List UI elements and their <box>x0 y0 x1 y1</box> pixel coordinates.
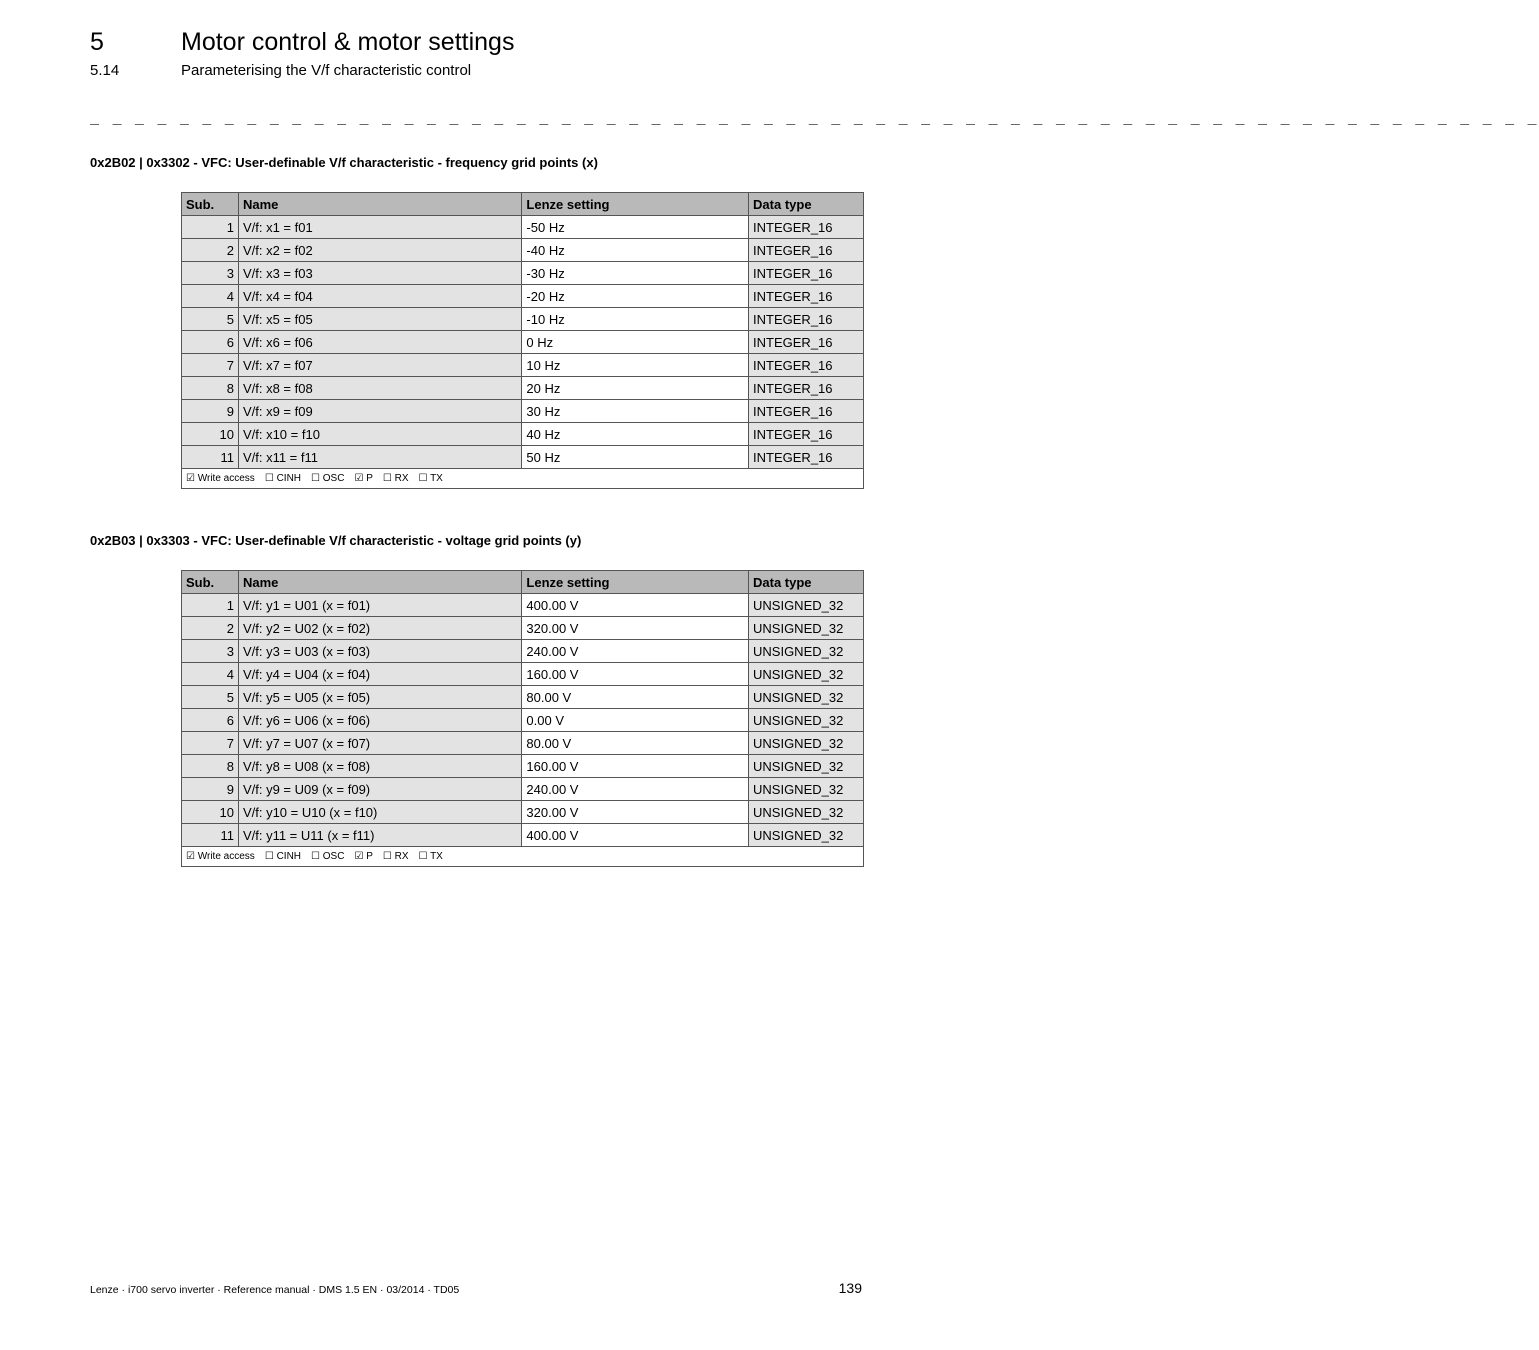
type-cell: UNSIGNED_32 <box>749 801 864 824</box>
name-cell: V/f: x10 = f10 <box>238 423 521 446</box>
sub-cell: 9 <box>182 400 239 423</box>
name-cell: V/f: y1 = U01 (x = f01) <box>238 594 521 617</box>
access-flag-rx <box>383 473 409 484</box>
table-row <box>182 239 864 262</box>
type-cell: UNSIGNED_32 <box>749 755 864 778</box>
type-cell: UNSIGNED_32 <box>749 663 864 686</box>
access-row <box>182 847 864 867</box>
empty-box-icon: ☐ <box>418 851 431 862</box>
sub-cell: 1 <box>182 216 239 239</box>
access-flag-tx <box>419 851 443 862</box>
setting-cell: 30 Hz <box>522 400 749 423</box>
table-row <box>182 331 864 354</box>
table-row <box>182 663 864 686</box>
column-header-sub: Sub. <box>182 571 239 594</box>
type-cell: INTEGER_16 <box>749 354 864 377</box>
sub-cell: 1 <box>182 594 239 617</box>
setting-cell: 80.00 V <box>522 686 749 709</box>
sub-cell: 8 <box>182 377 239 400</box>
sub-cell: 11 <box>182 446 239 469</box>
table-header-row <box>182 571 864 594</box>
name-cell: V/f: y9 = U09 (x = f09) <box>238 778 521 801</box>
empty-box-icon: ☐ <box>382 851 395 862</box>
type-cell: INTEGER_16 <box>749 331 864 354</box>
checked-box-icon: ☑ <box>186 851 198 862</box>
access-flag-p <box>354 473 372 484</box>
footer-text: Lenze · i700 servo inverter · Reference manual · DMS 1.5 EN · 03/2014 · TD05 <box>90 1284 460 1296</box>
setting-cell: 160.00 V <box>522 663 749 686</box>
name-cell: V/f: y8 = U08 (x = f08) <box>238 755 521 778</box>
sub-cell: 4 <box>182 663 239 686</box>
name-cell: V/f: x6 = f06 <box>238 331 521 354</box>
type-cell: INTEGER_16 <box>749 262 864 285</box>
setting-cell: 400.00 V <box>522 824 749 847</box>
section-number: 5.14 <box>90 62 120 79</box>
name-cell: V/f: x8 = f08 <box>238 377 521 400</box>
table-row <box>182 617 864 640</box>
setting-cell: -40 Hz <box>522 239 749 262</box>
setting-cell: 0 Hz <box>522 331 749 354</box>
name-cell: V/f: y3 = U03 (x = f03) <box>238 640 521 663</box>
chapter-number: 5 <box>90 28 104 56</box>
access-flags <box>182 469 864 489</box>
separator-line: _ _ _ _ _ _ _ _ _ _ _ _ _ _ _ _ _ _ _ _ _ _ _ _ _ _ _ _ _ _ _ _ _ _ _ _ _ _ _ _ _ _ _ _ _ _ _ _ _ _ _ _ _ _ _ _ _ _ _ _ _ _ _ _ _ <box>90 107 1539 125</box>
access-flag-label: OSC <box>322 473 345 484</box>
empty-box-icon: ☐ <box>418 473 431 484</box>
type-cell: INTEGER_16 <box>749 216 864 239</box>
checked-box-icon: ☑ <box>186 473 198 484</box>
table-row <box>182 732 864 755</box>
name-cell: V/f: y7 = U07 (x = f07) <box>238 732 521 755</box>
sub-cell: 5 <box>182 308 239 331</box>
sub-cell: 3 <box>182 262 239 285</box>
type-cell: INTEGER_16 <box>749 285 864 308</box>
table-row <box>182 400 864 423</box>
table-row <box>182 262 864 285</box>
table-row <box>182 354 864 377</box>
access-row <box>182 469 864 489</box>
setting-cell: 320.00 V <box>522 801 749 824</box>
setting-cell: 0.00 V <box>522 709 749 732</box>
type-cell: UNSIGNED_32 <box>749 732 864 755</box>
table-row <box>182 285 864 308</box>
name-cell: V/f: x7 = f07 <box>238 354 521 377</box>
type-cell: INTEGER_16 <box>749 377 864 400</box>
table-row <box>182 755 864 778</box>
checked-box-icon: ☑ <box>354 473 367 484</box>
column-header-setting: Lenze setting <box>522 193 749 216</box>
page-number: 139 <box>838 1280 862 1296</box>
access-flag-label: Write access <box>197 851 255 862</box>
name-cell: V/f: x9 = f09 <box>238 400 521 423</box>
access-flag-write <box>186 473 255 484</box>
access-flag-label: P <box>366 473 373 484</box>
setting-cell: -30 Hz <box>522 262 749 285</box>
type-cell: UNSIGNED_32 <box>749 778 864 801</box>
access-flag-rx <box>383 851 409 862</box>
section-title: Parameterising the V/f characteristic control <box>181 62 472 79</box>
type-cell: INTEGER_16 <box>749 400 864 423</box>
type-cell: INTEGER_16 <box>749 423 864 446</box>
name-cell: V/f: y10 = U10 (x = f10) <box>238 801 521 824</box>
setting-cell: 320.00 V <box>522 617 749 640</box>
sub-cell: 8 <box>182 755 239 778</box>
name-cell: V/f: x3 = f03 <box>238 262 521 285</box>
empty-box-icon: ☐ <box>264 473 277 484</box>
sub-cell: 4 <box>182 285 239 308</box>
setting-cell: 40 Hz <box>522 423 749 446</box>
empty-box-icon: ☐ <box>311 473 323 484</box>
name-cell: V/f: y5 = U05 (x = f05) <box>238 686 521 709</box>
table-row <box>182 824 864 847</box>
table-row <box>182 778 864 801</box>
parameter-table <box>181 192 864 489</box>
table-row <box>182 446 864 469</box>
name-cell: V/f: y2 = U02 (x = f02) <box>238 617 521 640</box>
name-cell: V/f: y11 = U11 (x = f11) <box>238 824 521 847</box>
empty-box-icon: ☐ <box>264 851 277 862</box>
access-flag-label: CINH <box>276 473 302 484</box>
table-row <box>182 308 864 331</box>
setting-cell: 20 Hz <box>522 377 749 400</box>
setting-cell: 50 Hz <box>522 446 749 469</box>
access-flag-label: OSC <box>322 851 345 862</box>
type-cell: UNSIGNED_32 <box>749 686 864 709</box>
setting-cell: 240.00 V <box>522 640 749 663</box>
sub-cell: 6 <box>182 331 239 354</box>
type-cell: UNSIGNED_32 <box>749 640 864 663</box>
name-cell: V/f: y6 = U06 (x = f06) <box>238 709 521 732</box>
access-flag-label: CINH <box>276 851 302 862</box>
access-flag-osc <box>311 851 344 862</box>
name-cell: V/f: x4 = f04 <box>238 285 521 308</box>
access-flag-cinh <box>265 473 301 484</box>
setting-cell: 80.00 V <box>522 732 749 755</box>
column-header-type: Data type <box>749 193 864 216</box>
table-header-row <box>182 193 864 216</box>
access-flag-label: RX <box>394 851 409 862</box>
setting-cell: -10 Hz <box>522 308 749 331</box>
sub-cell: 3 <box>182 640 239 663</box>
name-cell: V/f: y4 = U04 (x = f04) <box>238 663 521 686</box>
access-flag-label: Write access <box>197 473 255 484</box>
column-header-name: Name <box>238 193 521 216</box>
empty-box-icon: ☐ <box>311 851 323 862</box>
checked-box-icon: ☑ <box>354 851 367 862</box>
access-flag-tx <box>419 473 443 484</box>
table-row <box>182 801 864 824</box>
chapter-title: Motor control & motor settings <box>181 28 515 56</box>
parameter-table <box>181 570 864 867</box>
name-cell: V/f: x1 = f01 <box>238 216 521 239</box>
table-row <box>182 377 864 400</box>
table-row <box>182 216 864 239</box>
type-cell: INTEGER_16 <box>749 308 864 331</box>
access-flag-label: TX <box>430 851 443 862</box>
access-flag-label: RX <box>394 473 409 484</box>
empty-box-icon: ☐ <box>382 473 395 484</box>
name-cell: V/f: x11 = f11 <box>238 446 521 469</box>
type-cell: INTEGER_16 <box>749 446 864 469</box>
name-cell: V/f: x5 = f05 <box>238 308 521 331</box>
table-row <box>182 594 864 617</box>
table-row <box>182 640 864 663</box>
access-flag-osc <box>311 473 344 484</box>
sub-cell: 7 <box>182 732 239 755</box>
sub-cell: 2 <box>182 239 239 262</box>
setting-cell: 10 Hz <box>522 354 749 377</box>
type-cell: INTEGER_16 <box>749 239 864 262</box>
table-row <box>182 686 864 709</box>
sub-cell: 7 <box>182 354 239 377</box>
sub-cell: 10 <box>182 423 239 446</box>
column-header-name: Name <box>238 571 521 594</box>
sub-cell: 10 <box>182 801 239 824</box>
sub-cell: 5 <box>182 686 239 709</box>
access-flag-write <box>186 851 255 862</box>
setting-cell: -50 Hz <box>522 216 749 239</box>
sub-cell: 9 <box>182 778 239 801</box>
type-cell: UNSIGNED_32 <box>749 709 864 732</box>
setting-cell: -20 Hz <box>522 285 749 308</box>
table-row <box>182 423 864 446</box>
table-heading: 0x2B02 | 0x3302 - VFC: User-definable V/f characteristic - frequency grid points (x) <box>90 155 598 170</box>
table-heading: 0x2B03 | 0x3303 - VFC: User-definable V/f characteristic - voltage grid points (y) <box>90 533 582 548</box>
access-flag-cinh <box>265 851 301 862</box>
column-header-sub: Sub. <box>182 193 239 216</box>
sub-cell: 2 <box>182 617 239 640</box>
type-cell: UNSIGNED_32 <box>749 594 864 617</box>
table-row <box>182 709 864 732</box>
column-header-setting: Lenze setting <box>522 571 749 594</box>
setting-cell: 400.00 V <box>522 594 749 617</box>
type-cell: UNSIGNED_32 <box>749 617 864 640</box>
sub-cell: 6 <box>182 709 239 732</box>
access-flag-label: P <box>366 851 373 862</box>
name-cell: V/f: x2 = f02 <box>238 239 521 262</box>
sub-cell: 11 <box>182 824 239 847</box>
setting-cell: 160.00 V <box>522 755 749 778</box>
access-flags <box>182 847 864 867</box>
column-header-type: Data type <box>749 571 864 594</box>
access-flag-p <box>354 851 372 862</box>
setting-cell: 240.00 V <box>522 778 749 801</box>
type-cell: UNSIGNED_32 <box>749 824 864 847</box>
access-flag-label: TX <box>430 473 443 484</box>
